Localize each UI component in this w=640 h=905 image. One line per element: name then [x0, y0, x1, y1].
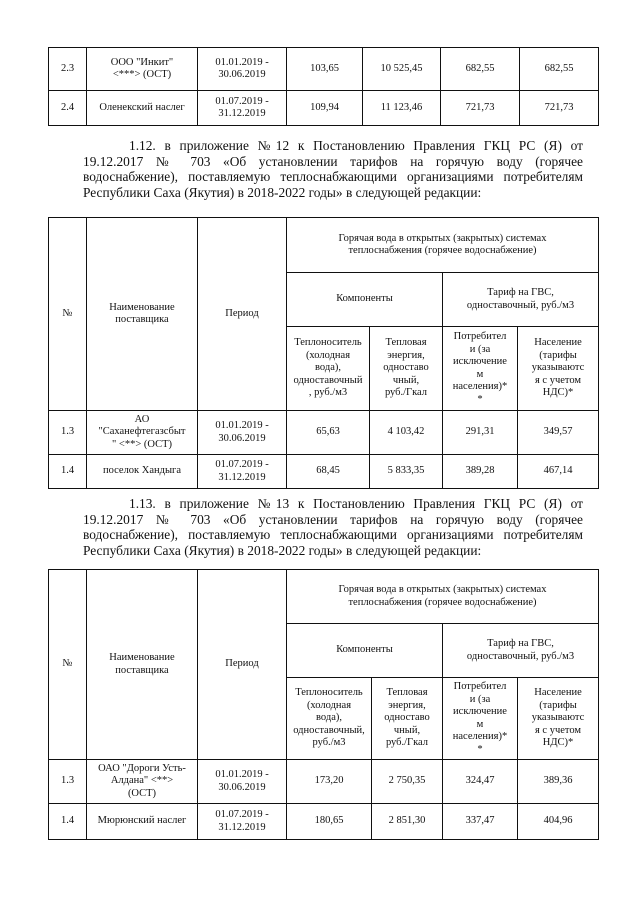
cell-energy: 4 103,42: [370, 411, 443, 455]
header-population: Население (тарифы указываютс я с учетом НДС)*: [518, 678, 599, 760]
header-tariff: Тариф на ГВС, одноставочный, руб./м3: [443, 624, 599, 678]
header-period: Период: [198, 570, 287, 760]
table-row: [49, 48, 599, 91]
tariff-table-12: [48, 217, 599, 489]
header-components: Компоненты: [287, 273, 443, 327]
cell-energy: 10 525,45: [363, 48, 441, 91]
cell-consumers: 291,31: [443, 411, 518, 455]
supplier-name: Мюрюнский наслег: [87, 804, 198, 840]
header-hot-water-group: Горячая вода в открытых (закрытых) системах теплоснабжения (горячее водоснабжение): [287, 218, 599, 273]
cell-consumers: 337,47: [443, 804, 518, 840]
period: 01.07.2019 - 31.12.2019: [198, 804, 287, 840]
table-row: [49, 804, 599, 840]
header-energy: Тепловая энергия, одноставо чный, руб./Гкал: [372, 678, 443, 760]
cell-population: 349,57: [518, 411, 599, 455]
period: 01.01.2019 - 30.06.2019: [198, 760, 287, 804]
cell-energy: 11 123,46: [363, 91, 441, 126]
header-components: Компоненты: [287, 624, 443, 678]
table-row: [49, 455, 599, 489]
cell-consumers: 682,55: [441, 48, 520, 91]
header-consumers: Потребител и (за исключение м населения)* *: [443, 327, 518, 411]
cell-energy: 2 750,35: [372, 760, 443, 804]
header-consumers: Потребител и (за исключение м населения)* *: [443, 678, 518, 760]
header-supplier: Наименование поставщика: [87, 218, 198, 411]
header-coolant: Теплоноситель (холодная вода), одноставочный , руб./м3: [287, 327, 370, 411]
cell-coolant: 180,65: [287, 804, 372, 840]
period: 01.01.2019 - 30.06.2019: [198, 48, 287, 91]
period: 01.07.2019 - 31.12.2019: [198, 455, 287, 489]
row-number: 1.4: [49, 455, 87, 489]
table-row: [49, 91, 599, 126]
header-period: Период: [198, 218, 287, 411]
row-number: 1.3: [49, 411, 87, 455]
header-population: Население (тарифы указываютс я с учетом НДС)*: [518, 327, 599, 411]
cell-energy: 2 851,30: [372, 804, 443, 840]
row-number: 1.4: [49, 804, 87, 840]
row-number: 2.3: [49, 48, 87, 91]
paragraph-1-13: 1.13. в приложение №13 к Постановлению Правления ГКЦ РС (Я) от 19.12.2017 № 703 «Об установлении тарифов на горячую воду (горячее водоснабжение), поставляемую теплоснабжающими организациями потребителям Республики Саха (Якутия) в 2018-2022 годы» в следующей редакции:: [83, 496, 583, 558]
row-number: 1.3: [49, 760, 87, 804]
cell-population: 682,55: [520, 48, 599, 91]
table-row: [49, 411, 599, 455]
period: 01.07.2019 - 31.12.2019: [198, 91, 287, 126]
cell-population: 389,36: [518, 760, 599, 804]
cell-coolant: 173,20: [287, 760, 372, 804]
cell-population: 467,14: [518, 455, 599, 489]
supplier-name: ОАО "Дороги Усть- Алдана" <**> (ОСТ): [87, 760, 198, 804]
header-number: №: [49, 218, 87, 411]
supplier-name: поселок Хандыга: [87, 455, 198, 489]
cell-coolant: 103,65: [287, 48, 363, 91]
supplier-name: ООО "Инкит" <***> (ОСТ): [87, 48, 198, 91]
cell-consumers: 721,73: [441, 91, 520, 126]
table-row: [49, 760, 599, 804]
supplier-name: Оленекский наслег: [87, 91, 198, 126]
cell-population: 404,96: [518, 804, 599, 840]
cell-coolant: 68,45: [287, 455, 370, 489]
header-energy: Тепловая энергия, одноставо чный, руб./Гкал: [370, 327, 443, 411]
cell-consumers: 324,47: [443, 760, 518, 804]
row-number: 2.4: [49, 91, 87, 126]
cell-coolant: 65,63: [287, 411, 370, 455]
top-table: [48, 47, 599, 126]
cell-coolant: 109,94: [287, 91, 363, 126]
period: 01.01.2019 - 30.06.2019: [198, 411, 287, 455]
cell-population: 721,73: [520, 91, 599, 126]
header-coolant: Теплоноситель (холодная вода), одноставочный, руб./м3: [287, 678, 372, 760]
tariff-table-13: [48, 569, 599, 840]
header-tariff: Тариф на ГВС, одноставочный, руб./м3: [443, 273, 599, 327]
cell-consumers: 389,28: [443, 455, 518, 489]
header-supplier: Наименование поставщика: [87, 570, 198, 760]
cell-energy: 5 833,35: [370, 455, 443, 489]
header-number: №: [49, 570, 87, 760]
supplier-name: АО "Саханефтегазсбыт " <**> (ОСТ): [87, 411, 198, 455]
paragraph-1-12: 1.12. в приложение №12 к Постановлению Правления ГКЦ РС (Я) от 19.12.2017 № 703 «Об установлении тарифов на горячую воду (горячее водоснабжение), поставляемую теплоснабжающими организациями потребителям Республики Саха (Якутия) в 2018-2022 годы» в следующей редакции:: [83, 138, 583, 200]
header-hot-water-group: Горячая вода в открытых (закрытых) системах теплоснабжения (горячее водоснабжение): [287, 570, 599, 624]
